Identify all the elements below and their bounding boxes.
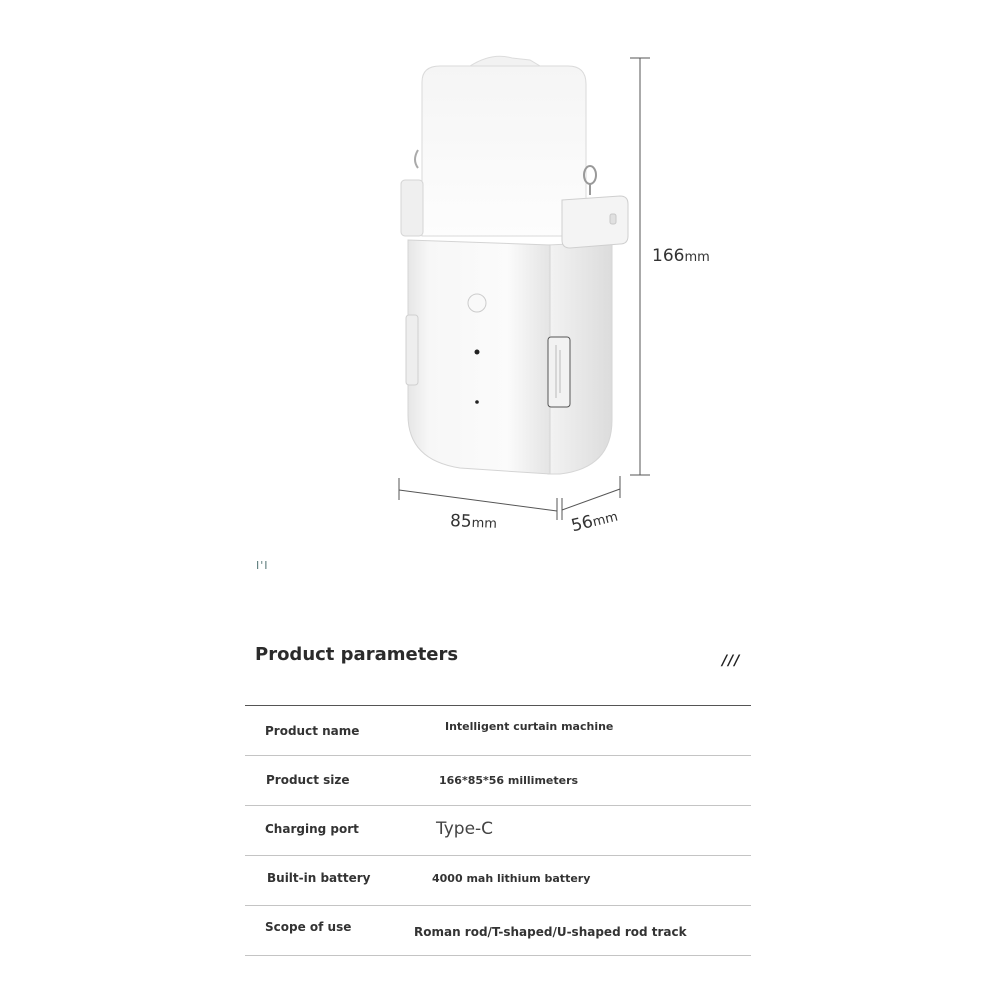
width-dimension-label bbox=[450, 511, 498, 533]
width-unit: mm bbox=[471, 515, 498, 532]
row-label: Scope of use bbox=[265, 920, 352, 934]
width-value: 85 bbox=[449, 511, 472, 532]
row-label: Built-in battery bbox=[267, 871, 371, 885]
parameters-table bbox=[245, 705, 751, 956]
row-value: Type-C bbox=[436, 819, 494, 839]
row-value: Roman rod/T-shaped/U-shaped rod track bbox=[414, 925, 687, 939]
table-row bbox=[245, 756, 751, 806]
row-value: 4000 mah lithium battery bbox=[432, 872, 591, 885]
height-unit: mm bbox=[684, 250, 710, 265]
table-row bbox=[245, 806, 751, 856]
row-label: Charging port bbox=[265, 822, 359, 836]
section-title: Product parameters bbox=[255, 644, 459, 665]
table-row bbox=[245, 706, 751, 756]
table-row bbox=[245, 906, 751, 956]
row-value: 166*85*56 millimeters bbox=[439, 774, 579, 787]
row-value: Intelligent curtain machine bbox=[445, 720, 614, 733]
row-label: Product size bbox=[266, 773, 350, 787]
table-row bbox=[245, 856, 751, 906]
height-value: 166 bbox=[652, 246, 685, 266]
depth-value: 56 bbox=[569, 511, 596, 537]
stray-mark: I'I bbox=[256, 559, 269, 572]
height-dimension-label bbox=[652, 246, 710, 266]
row-label: Product name bbox=[265, 724, 360, 738]
depth-unit: mm bbox=[591, 509, 620, 531]
slash-decoration-icon: /// bbox=[722, 653, 741, 669]
